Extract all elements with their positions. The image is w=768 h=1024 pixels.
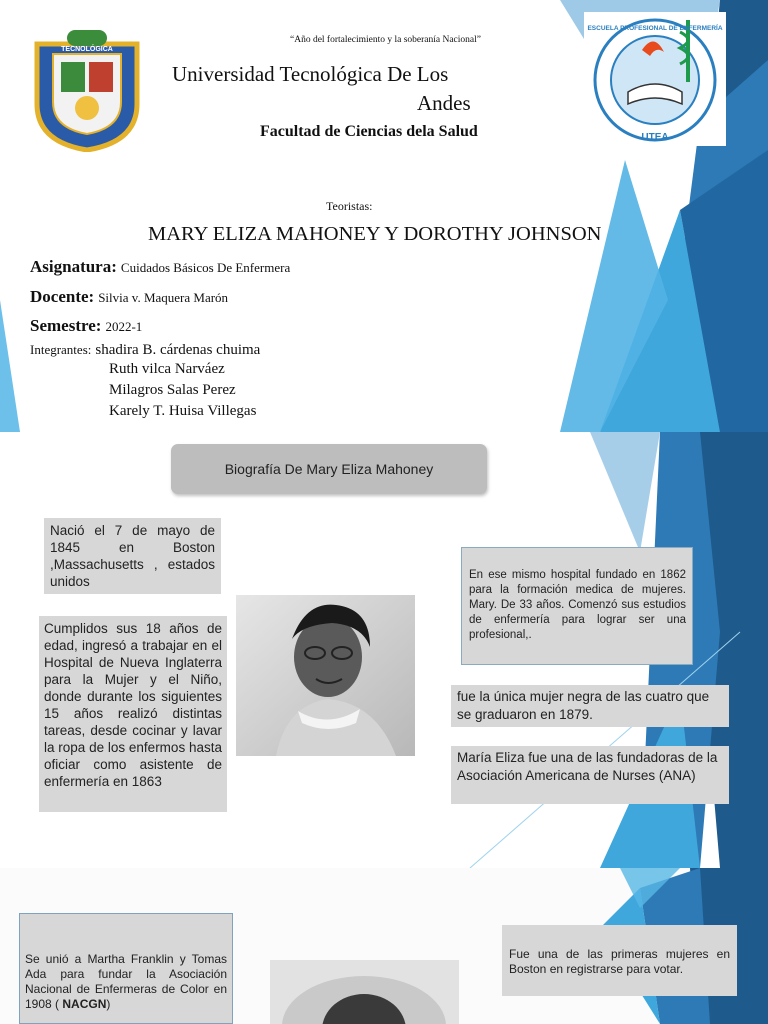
teacher-row xyxy=(30,287,228,307)
biography-slide xyxy=(0,432,768,868)
teacher-label: Docente: xyxy=(30,287,95,306)
theorists-label: Teoristas: xyxy=(326,199,373,213)
graduation-box: fue la única mujer negra de las cuatro que se graduaron en 1879. xyxy=(451,685,729,727)
biography-title-button[interactable]: Biografía De Mary Eliza Mahoney xyxy=(171,444,487,494)
member-name: Milagros Salas Perez xyxy=(109,382,236,398)
mary-mahoney-portrait xyxy=(236,595,415,756)
subject-label: Asignatura: xyxy=(30,257,117,276)
nacgn-text: Se unió a Martha Franklin y Tomas Ada para fundar la Asociación Nacional de Enfermeras de Color en 1908 ( xyxy=(25,952,227,1011)
presentation-title: MARY ELIZA MAHONEY Y DOROTHY JOHNSON xyxy=(148,223,602,245)
achievements-slide xyxy=(0,868,768,1024)
member-name: Ruth vilca Narváez xyxy=(109,361,225,377)
nacgn-acronym: NACGN xyxy=(62,997,107,1011)
semester-row xyxy=(30,316,142,336)
hospital-studies-box: En ese mismo hospital fundado en 1862 para la formación medica de mujeres. Mary. De 33 años. Comenzó sus estudios de enfermería para lograr ser una profesional,. xyxy=(461,547,693,665)
university-name-line1: Universidad Tecnológica De Los xyxy=(172,62,449,86)
members-row xyxy=(30,341,260,359)
university-name-line2: Andes xyxy=(417,91,471,115)
subject-row xyxy=(30,257,290,277)
semester-value: 2022-1 xyxy=(105,319,143,334)
motto-text: “Año del fortalecimiento y la soberanía Nacional” xyxy=(290,35,481,45)
teacher-value: Silvia v. Maquera Marón xyxy=(98,290,229,305)
voting-box: Fue una de las primeras mujeres en Boston en registrarse para votar. xyxy=(502,925,737,996)
svg-text:TECNOLÓGICA: TECNOLÓGICA xyxy=(61,46,113,53)
svg-text:ESCUELA PROFESIONAL DE ENFERME: ESCUELA PROFESIONAL DE ENFERMERÍA xyxy=(587,25,723,32)
nacgn-founding-box xyxy=(19,913,233,1024)
ana-founder-box: María Eliza fue una de las fundadoras de la Asociación Americana de Nurses (ANA) xyxy=(451,746,729,804)
svg-text:UTEA: UTEA xyxy=(641,132,669,143)
faculty-name: Facultad de Ciencias dela Salud xyxy=(260,123,478,140)
member-name: Karely T. Huisa Villegas xyxy=(109,403,257,419)
work-info-box: Cumplidos sus 18 años de edad, ingresó a trabajar en el Hospital de Nueva Inglaterra para la Mujer y el Niño, donde durante los siguientes 15 años realizó distintas tareas, desde cocinar y lavar la ropa de los enfermos hasta oficiar como asistente de enfermería en 1863 xyxy=(39,616,227,812)
members-label: Integrantes: xyxy=(30,342,92,357)
semester-label: Semestre: xyxy=(30,316,102,335)
nacgn-text-end: ) xyxy=(106,997,111,1011)
subject-value: Cuidados Básicos De Enfermera xyxy=(120,260,291,275)
member-name: shadira B. cárdenas chuima xyxy=(95,342,261,358)
nursing-school-logo xyxy=(584,12,726,146)
cover-slide xyxy=(0,0,768,432)
birth-info-box: Nació el 7 de mayo de 1845 en Boston ,Massachusetts , estados unidos xyxy=(44,518,221,594)
university-logo xyxy=(27,24,147,152)
historic-photo xyxy=(270,960,459,1024)
